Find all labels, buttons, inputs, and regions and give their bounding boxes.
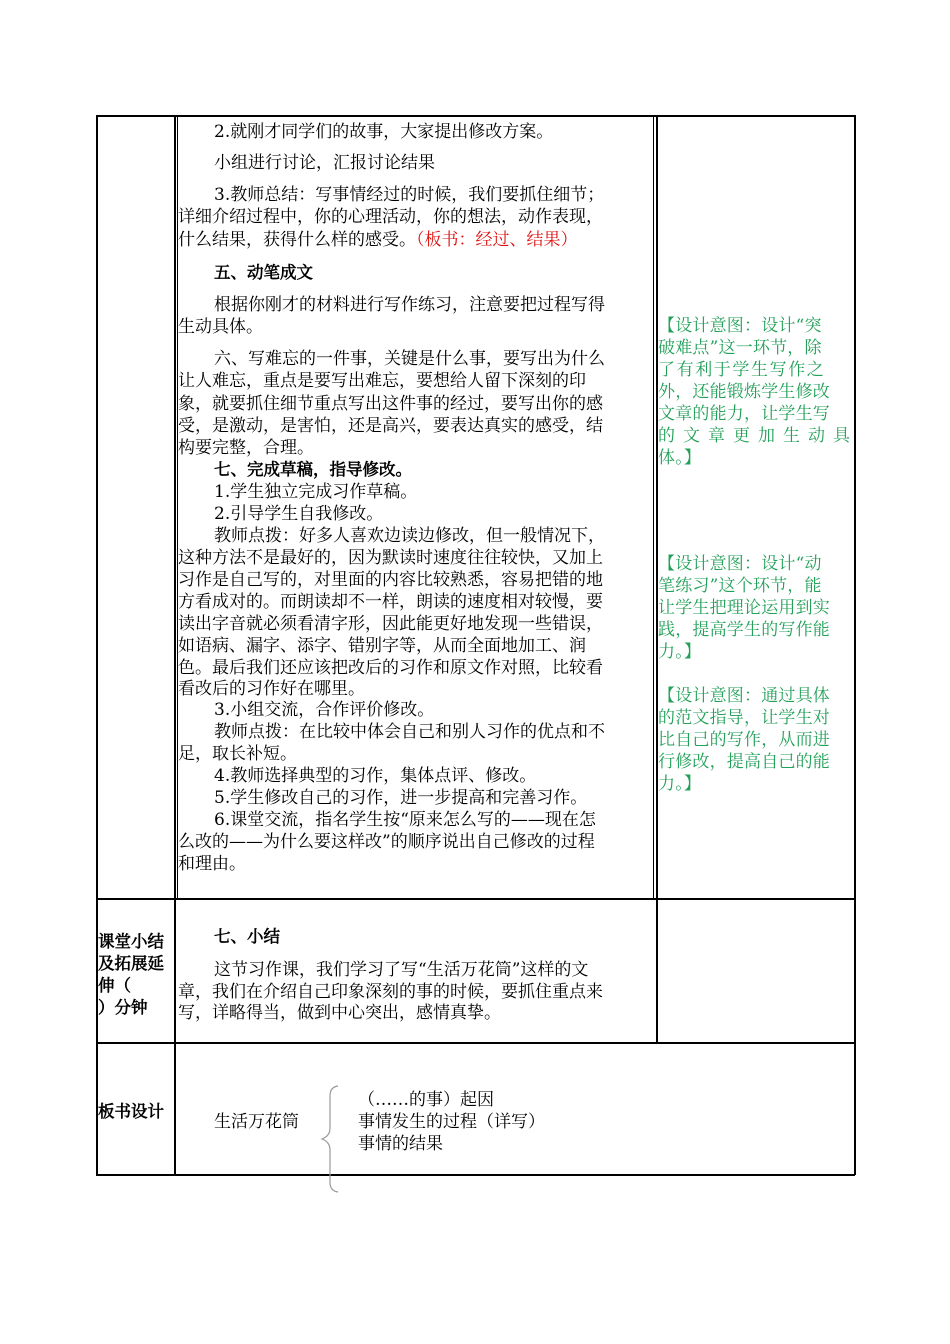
summary-text-line: 写，详略得当，做到中心突出，感情真挚。 <box>178 1003 501 1023</box>
table-border-bottom <box>96 1174 855 1176</box>
summary-line: 什么结果，获得什么样的感受。（板书：经过、结果） <box>178 230 578 250</box>
teacher-tip-2-line: 足，取长补短。 <box>178 744 297 764</box>
class-exchange-line: 6.课堂交流，指名学生按“原来怎么写的——现在怎 <box>214 810 596 830</box>
class-exchange-line: 么改的——为什么要这样改”的顺序说出自己修改的过程 <box>178 832 595 852</box>
cell-inner-border-right <box>653 116 654 898</box>
table-border-row2 <box>96 1042 855 1044</box>
board-item: （……的事）起因 <box>358 1090 494 1110</box>
summary-heading: 七、小结 <box>214 927 280 946</box>
step-2-text: 2.就刚才同学们的故事，大家提出修改方案。 <box>214 122 554 142</box>
teacher-tip-line: 如语病、漏字、添字、错别字等，从而全面地加工、润 <box>178 636 586 656</box>
table-border-row1 <box>96 898 855 900</box>
summary-line: 详细介绍过程中，你的心理活动，你的想法，动作表现， <box>178 207 603 227</box>
section-6-line: 受，是激动，是害怕，还是高兴，要表达真实的感受，结 <box>178 416 603 436</box>
writing-practice-line: 根据你刚才的材料进行写作练习，注意要把过程写得 <box>214 295 605 315</box>
teacher-tip-line: 色。最后我们还应该把改后的习作和原文作对照，比较看 <box>178 658 603 678</box>
table-border-top <box>96 115 855 117</box>
teacher-tip-line: 习作是自己写的，对里面的内容比较熟悉，容易把错的地 <box>178 570 603 590</box>
section-6-line: 让人难忘，重点是要写出难忘，要想给人留下深刻的印 <box>178 371 586 391</box>
teacher-tip-line: 方看成对的。而朗读却不一样，朗读的速度相对较慢，要 <box>178 592 603 612</box>
board-title: 生活万花筒 <box>214 1112 299 1132</box>
teacher-tip-line: 读出字音就必须看清字形，因此能更好地发现一些错误， <box>178 614 603 634</box>
table-border-right <box>854 115 856 1175</box>
lesson-plan-page: 2.就刚才同学们的故事，大家提出修改方案。 小组进行讨论，汇报讨论结果 3.教师总结：写事情经过的时候，我们要抓住细节； 详细介绍过程中，你的心理活动，你的想法，动作表现， 什么结果，获得什么样的感受。（板书：经过、结果） 五、动笔成文 根据你刚才的材料进行写作练习，注意要把过程写得 生动具体。 六、写难忘的一件事，关键是什么事，要写出为什么 让人难忘，重点是要写出难忘，要想给人留下深刻的印 象，就要抓住细节重点写出这件事的经过，要写出你的感 受，是激动，是害怕，还是高兴，要表达真实的感受，结 构要完整，合理。 七、完成草稿，指导修改。 1.学生独立完成习作草稿。 2.引导学生自我修改。 教师点拨：好多人喜欢边读边修改，但一般情况下， 这种方法不是最好的，因为默读时速度往往较快，又加上 习作是自己写的，对里面的内容比较熟悉，容易把错的地 方看成对的。而朗读却不一样，朗读的速度相对较慢，要 读出字音就必须看清字形，因此能更好地发现一些错误， 如语病、漏字、添字、错别字等，从而全面地加工、润 色。最后我们还应该把改后的习作和原文作对照，比较看 看改后的习作好在哪里。 3.小组交流，合作评价修改。 教师点拨：在比较中体会自己和别人习作的优点和不 足，取长补短。 4.教师选择典型的习作，集体点评、修改。 5.学生修改自己的习作，进一步提高和完善习作。 6.课堂交流，指名学生按“原来怎么写的——现在怎 么改的——为什么要这样改”的顺序说出自己修改的过程 和理由。 【设计意图：设计“突 破难点”这一环节，除 了有利于学生写作之 外，还能锻炼学生修改 文章的能力，让学生写 的文章更加生动具 体。】 【设计意图：设计“动 笔练习”这个环节，能 让学生把理论运用到实 践，提高学生的写作能 力。】 【设计意图：通过具体 的范文指导，让学生对 比自己的写作，从而进 行修改，提高自己的能 力。】 课堂小结 及拓展延 伸（ ）分钟 七、小结 这节习作课，我们学习了写“生活万花筒”这样的文 章，我们在介绍自己印象深刻的事的时候，要抓住重点来 写，详略得当，做到中心突出，感情真挚。 板书设计 生活万花筒 （……的事）起因 事情发生的过程（详写） 事情的结果 <box>0 0 950 1344</box>
summary-line: 3.教师总结：写事情经过的时候，我们要抓住细节； <box>214 185 605 205</box>
teacher-tip-line: 这种方法不是最好的，因为默读时速度往往较快，又加上 <box>178 548 603 568</box>
board-design-label: 板书设计 <box>98 1102 164 1121</box>
step-text: 2.引导学生自我修改。 <box>214 504 384 524</box>
teacher-tip-line: 看改后的习作好在哪里。 <box>178 679 365 699</box>
section-6-line: 象，就要抓住细节重点写出这件事的经过，要写出你的感 <box>178 394 603 414</box>
summary-text-line: 章，我们在介绍自己印象深刻的事的时候，要抓住重点来 <box>178 982 603 1002</box>
section-heading-7: 七、完成草稿，指导修改。 <box>214 460 412 479</box>
step-text: 5.学生修改自己的习作，进一步提高和完善习作。 <box>214 788 588 808</box>
step-text: 4.教师选择典型的习作，集体点评、修改。 <box>214 766 537 786</box>
section-6-line: 六、写难忘的一件事，关键是什么事，要写出为什么 <box>214 349 605 369</box>
step-text: 1.学生独立完成习作草稿。 <box>214 482 418 502</box>
teacher-tip-2-line: 教师点拨：在比较中体会自己和别人习作的优点和不 <box>214 722 605 742</box>
table-border-col1 <box>174 115 176 1175</box>
step-text: 3.小组交流，合作评价修改。 <box>214 700 435 720</box>
board-item: 事情的结果 <box>358 1134 443 1154</box>
summary-text-line: 这节习作课，我们学习了写“生活万花筒”这样的文 <box>214 960 589 980</box>
class-exchange-line: 和理由。 <box>178 854 246 874</box>
section-6-line: 构要完整，合理。 <box>178 438 314 458</box>
teacher-tip-line: 教师点拨：好多人喜欢边读边修改，但一般情况下， <box>214 526 605 546</box>
board-note-red: （板书：经过、结果） <box>416 230 578 250</box>
group-discussion-text: 小组进行讨论，汇报讨论结果 <box>214 153 435 173</box>
section-heading-5: 五、动笔成文 <box>214 263 313 282</box>
curly-brace-icon <box>318 1084 342 1194</box>
writing-practice-line: 生动具体。 <box>178 317 263 337</box>
board-item: 事情发生的过程（详写） <box>358 1112 545 1132</box>
